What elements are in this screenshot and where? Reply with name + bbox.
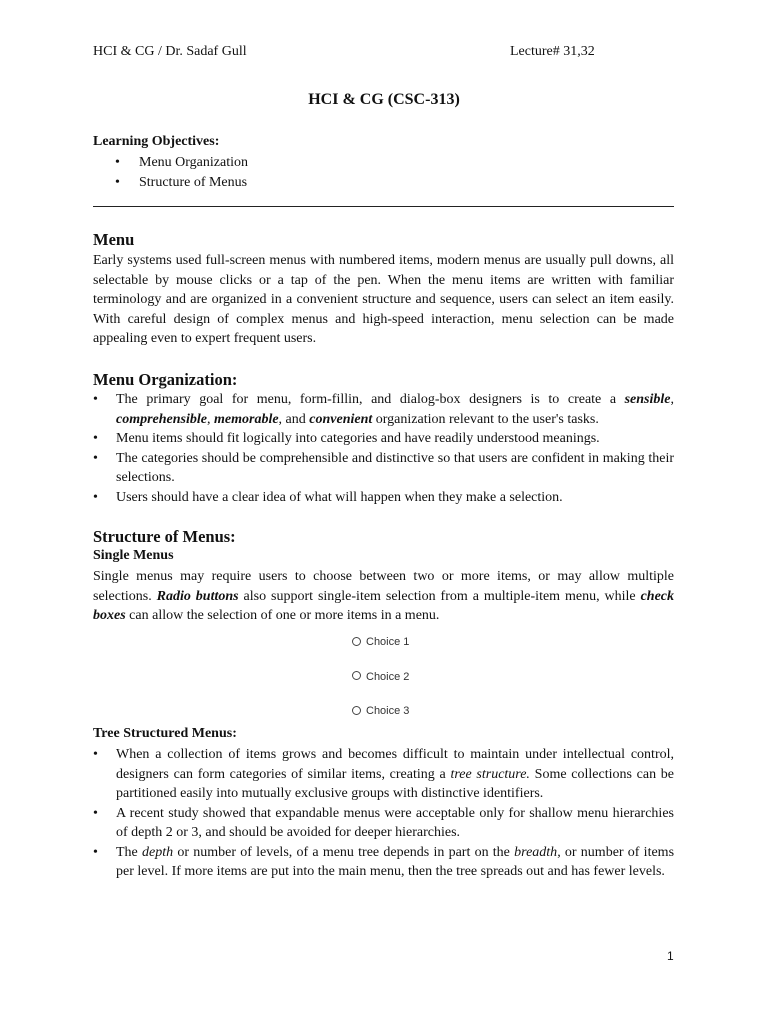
header-lecture-number: Lecture# 31,32: [510, 44, 595, 59]
bullet-icon: •: [93, 844, 98, 860]
objectives-list: [93, 153, 248, 192]
menu-heading: Menu: [93, 230, 135, 249]
page-number: 1: [667, 949, 674, 963]
single-menus-paragraph: Single menus may require users to choose between two or more items, or may allow multiple selections. Radio buttons also support single-item selection from a multiple-item menu, while check boxes can allow the selection of one or more items in a menu.: [93, 569, 674, 623]
radio-choice: Choice 3: [352, 702, 409, 737]
header-course-instructor: HCI & CG / Dr. Sadaf Gull: [93, 44, 247, 59]
single-menus-heading: Single Menus: [93, 548, 174, 563]
structure-heading: Structure of Menus:: [93, 527, 236, 546]
document-title: HCI & CG (CSC-313): [308, 91, 460, 108]
list-item: • A recent study showed that expandable menus were acceptable only for shallow menu hierarchies of depth 2 or 3, and should be avoided for deeper hierarchies.: [93, 805, 674, 840]
radio-choice: Choice 1: [352, 633, 409, 668]
radio-circle-icon: [352, 671, 361, 680]
section-divider: [93, 206, 674, 207]
radio-choice-list: [352, 633, 409, 737]
menu-paragraph: Early systems used full-screen menus with numbered items, modern menus are usually pull downs, all selectable by mouse clicks or a tap of the pen. When the menu items are written with familiar terminology and are organized in a convenient structure and sequence, users can select an item easily. With careful design of complex menus and high-speed interaction, menu selection can be made appealing even to expert frequent users.: [93, 253, 674, 346]
bullet-icon: •: [115, 155, 120, 170]
list-item: • The depth or number of levels, of a menu tree depends in part on the breadth, or number of items per level. If more items are put into the main menu, then the tree spreads out and has fewer levels.: [93, 844, 675, 879]
tree-menus-list: [93, 745, 674, 882]
objective-item: • Menu Organization: [93, 153, 248, 173]
bullet-icon: •: [93, 489, 98, 505]
list-item: • Users should have a clear idea of what will happen when they make a selection.: [93, 488, 674, 508]
objective-item: • Structure of Menus: [93, 173, 248, 193]
bullet-icon: •: [93, 805, 98, 821]
list-item: • When a collection of items grows and becomes difficult to maintain under intellectual control, designers can form categories of similar items, creating a tree structure. Some collections can be partitioned easily into mutually exclusive groups with distinctive identifiers.: [93, 747, 675, 801]
bullet-icon: •: [93, 431, 98, 446]
list-item: • Menu items should fit logically into categories and have readily understood meanings.: [93, 429, 674, 449]
menu-organization-heading: Menu Organization:: [93, 370, 238, 389]
bullet-icon: •: [93, 392, 98, 407]
radio-circle-icon: [352, 706, 361, 715]
objectives-label: Learning Objectives:: [93, 134, 220, 149]
tree-menus-heading: Tree Structured Menus:: [93, 726, 237, 741]
list-item: • The primary goal for menu, form-fillin, and dialog-box designers is to create a sensible, comprehensible, memorable, and convenient organization relevant to the user's tasks.: [93, 392, 674, 427]
bullet-icon: •: [93, 450, 98, 466]
radio-choice: Choice 2: [352, 668, 409, 703]
menu-organization-list: [93, 390, 674, 507]
radio-circle-icon: [352, 637, 361, 646]
bullet-icon: •: [115, 174, 120, 190]
list-item: • The categories should be comprehensible and distinctive so that users are confident in making their selections.: [93, 450, 674, 485]
bullet-icon: •: [93, 747, 98, 762]
